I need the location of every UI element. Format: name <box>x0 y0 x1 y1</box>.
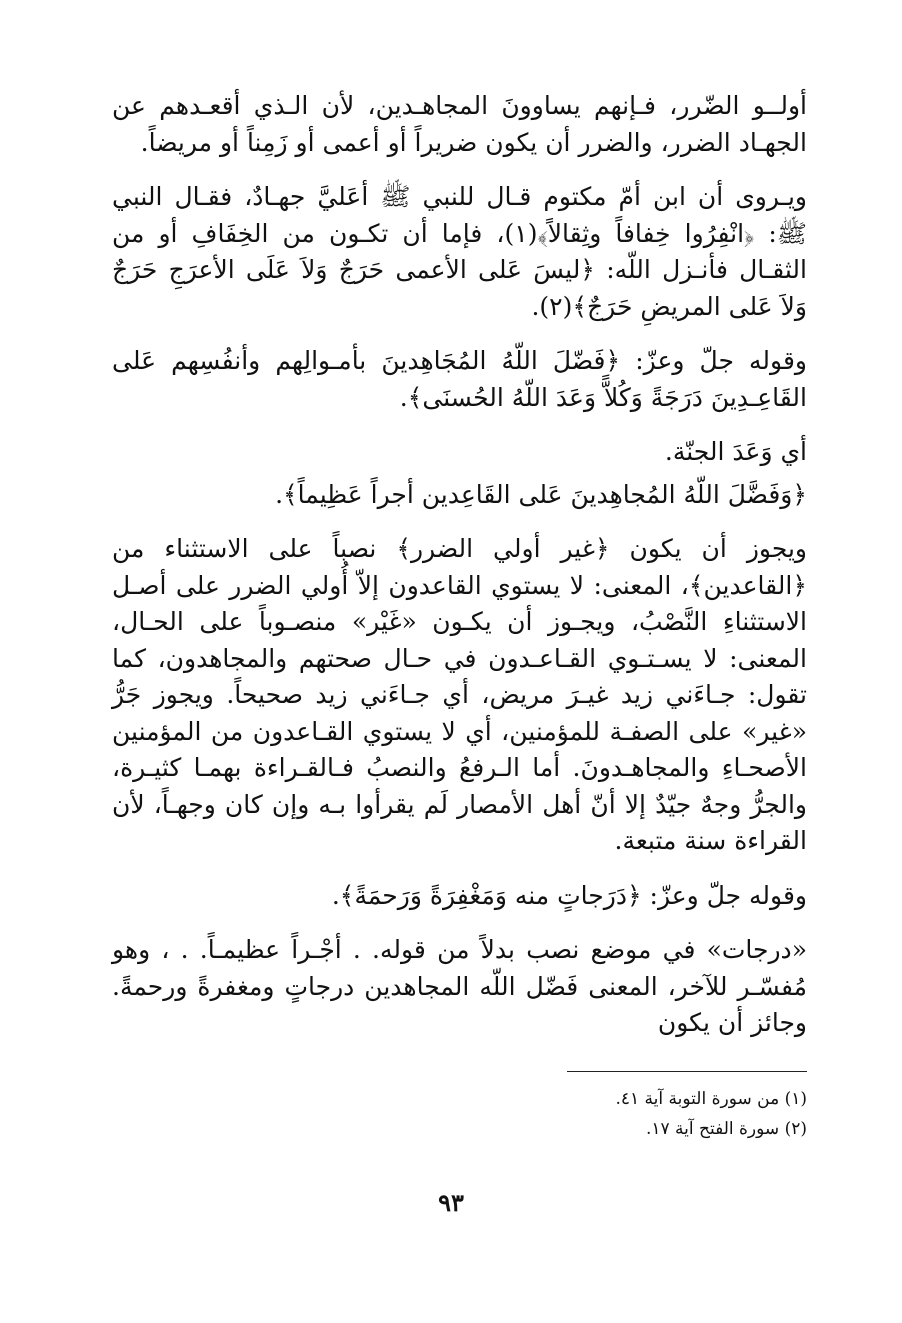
footnote-1: (١) من سورة التوبة آية ٤١. <box>615 1089 807 1109</box>
paragraph-8: «درجات» في موضع نصب بدلاً من قوله. . أجْـراً عظيمـاً. . ، وهو مُفسّـر للآخر، المعنى فَضّل اللّه المجاهدين درجاتٍ ومغفرةً ورحمةً. وجائز أن يكون <box>112 935 807 1037</box>
paragraph-3: وقوله جلّ وعزّ: ﴿فَضّلَ اللّهُ المُجَاهِدينَ بأمـوالِهم وأنفُسِهم عَلى القَاعِـدِينَ دَرَجَةً وَكُلاًّ وَعَدَ اللّهُ الحُسنَى﴾. <box>112 346 807 412</box>
footnote-divider <box>567 1071 807 1072</box>
footnotes <box>407 1084 807 1144</box>
page-body <box>112 88 807 1060</box>
paragraph-1: أولــو الضّرر، فـإنهم يساوونَ المجاهـدين، لأن الـذي أقعـدهم عن الجهـاد الضرر، والضرر أن يكون ضريراً أو أعمى أو زَمِناً أو مريضاً. <box>112 91 807 157</box>
paragraph-7: وقوله جلّ وعزّ: ﴿دَرَجاتٍ منه وَمَغْفِرَةً وَرَحمَةً﴾. <box>331 880 807 910</box>
paragraph-5: ﴿وَفَضَّلَ اللّهُ المُجاهِدينَ عَلى القَاعِدين أجراً عَظِيماً﴾. <box>275 479 807 509</box>
page-number: ٩٣ <box>438 1188 464 1217</box>
footnote-2: (٢) سورة الفتح آية ١٧. <box>645 1119 807 1139</box>
paragraph-2: ويـروى أن ابن أمّ مكتوم قـال للنبي ﷺ أعَليَّ جهـادٌ، فقـال النبي ﷺ: ﴿انْفِرُوا خِفافاً وثِقالاً﴾(١)، فإما أن تكـون من الخِفَافِ أو من الثقـال فأنـزل اللّه: ﴿ليسَ عَلى الأعمى حَرَجٌ وَلاَ عَلَى الأعرَجِ حَرَجٌ وَلاَ عَلى المريضِ حَرَجٌ﴾(٢). <box>112 182 808 321</box>
paragraph-6: ويجوز أن يكون ﴿غير أولي الضرر﴾ نصباً على الاستثناء من ﴿القاعدين﴾، المعنى: لا يستوي القاعدون إلاّ أُولي الضرر على أصـل الاستثناءِ النَّصْبُ، ويجـوز أن يكـون «غَيْر» منصـوباً على الحـال، المعنى: لا يسـتـوي القـاعـدون في حـال صحتهم والمجاهدون، كما تقول: جـاءَني زيد غيـرَ مريض، أي جـاءَني زيد صحيحاً. ويجوز جَرُّ «غير» على الصفـة للمؤمنين، أي لا يستوي القـاعدون من المؤمنين الأصحـاءِ والمجاهـدونَ. أما الـرفعُ والنصبُ فـالقـراءة بهمـا كثيـرة، والجرُّ وجهٌ جيّدٌ إلا أنّ أهل الأمصار لَم يقرأوا بـه وإن كان وجهـاً، لأن القراءة سنة متبعة. <box>112 534 807 855</box>
paragraph-4: أي وَعَدَ الجنّة. <box>664 437 807 466</box>
